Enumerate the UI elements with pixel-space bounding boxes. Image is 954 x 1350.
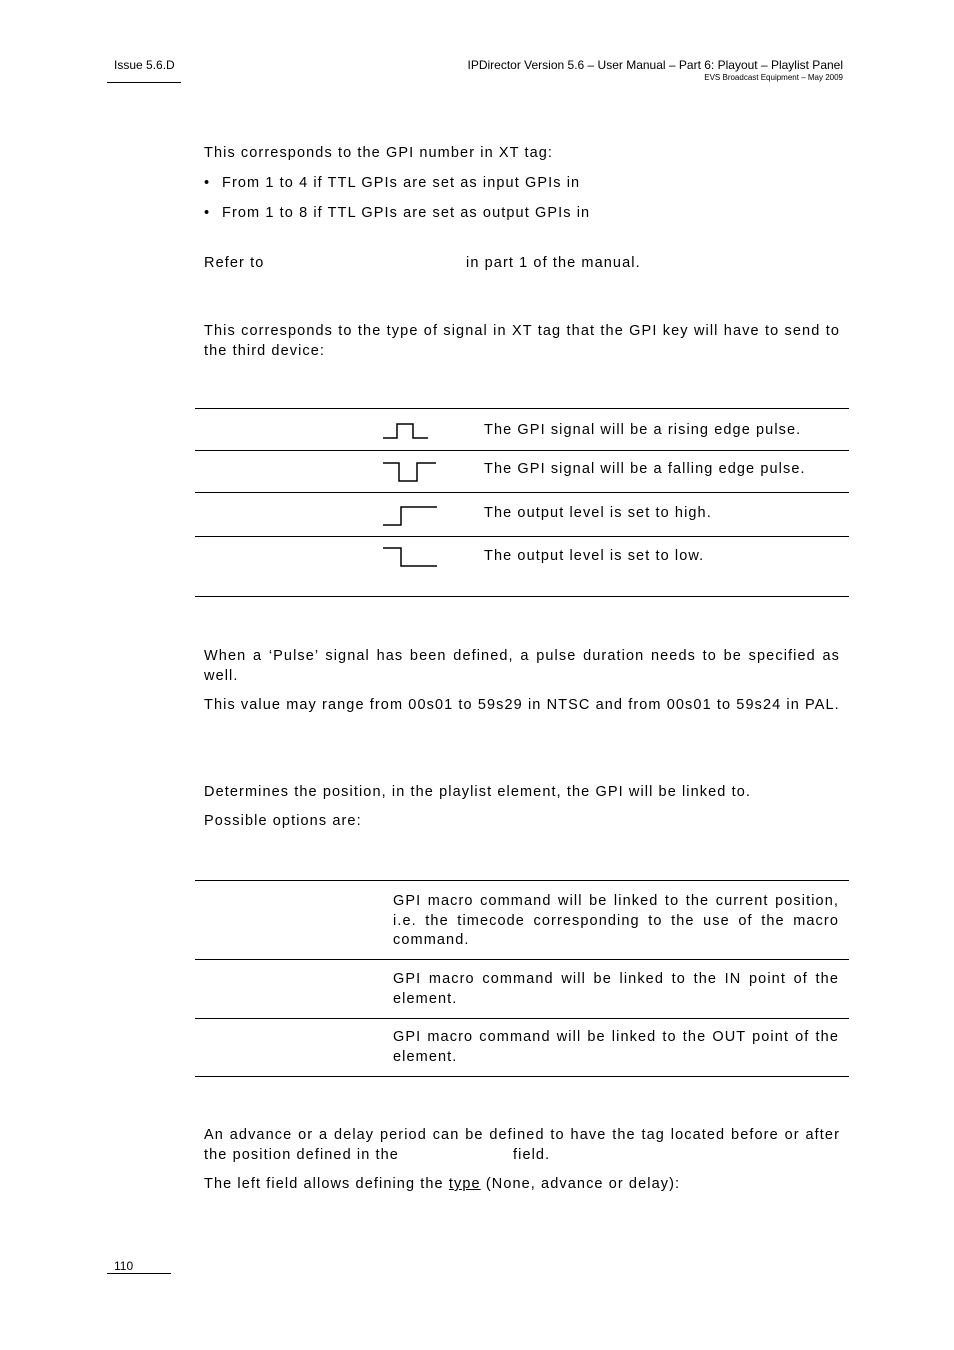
signal-description: The output level is set to high.	[484, 505, 712, 521]
falling-edge-pulse-icon	[383, 461, 438, 483]
gpi-number-intro: This corresponds to the GPI number in XT tag:	[204, 145, 554, 161]
pulse-paragraph-1: When a ‘Pulse’ signal has been defined, a pulse duration needs to be specified as well.	[204, 648, 840, 684]
position-description: GPI macro command will be linked to the OUT point of the element.	[393, 1029, 839, 1065]
refer-prefix: Refer to	[204, 255, 265, 271]
advance-delay-paragraph-1b: field.	[513, 1147, 551, 1163]
table-row-divider	[195, 959, 849, 960]
table-top-rule	[195, 408, 849, 409]
level-low-icon	[383, 546, 438, 568]
table-row-divider	[195, 450, 849, 451]
page-number: 110	[114, 1259, 134, 1273]
type-prefix: The left field allows defining the	[204, 1176, 444, 1192]
document-subtitle: EVS Broadcast Equipment – May 2009	[704, 73, 843, 82]
refer-suffix: in part 1 of the manual.	[466, 255, 641, 271]
signal-description: The GPI signal will be a falling edge pulse.	[484, 461, 806, 477]
level-high-icon	[383, 505, 438, 527]
issue-label: Issue 5.6.D	[114, 58, 175, 72]
type-suffix: (None, advance or delay):	[485, 1176, 681, 1192]
table-top-rule	[195, 880, 849, 881]
signal-description: The output level is set to low.	[484, 548, 705, 564]
position-description: GPI macro command will be linked to the current position, i.e. the timecode corresponding to the use of the macro command.	[393, 893, 839, 948]
position-description: GPI macro command will be linked to the IN point of the element.	[393, 971, 839, 1007]
pulse-paragraph-2: This value may range from 00s01 to 59s29 in NTSC and from 00s01 to 59s24 in PAL.	[204, 697, 840, 713]
table-row-divider	[195, 536, 849, 537]
bullet-icon: •	[204, 175, 211, 191]
table-row-divider	[195, 492, 849, 493]
document-title: IPDirector Version 5.6 – User Manual – Part 6: Playout – Playlist Panel	[467, 58, 843, 72]
advance-delay-paragraph-1a: An advance or a delay period can be defined to have the tag located before or after the position defined in the	[204, 1127, 840, 1163]
header-rule-left	[107, 82, 181, 83]
type-term: type	[448, 1176, 481, 1192]
table-bottom-rule	[195, 596, 849, 597]
advance-delay-paragraph-2	[204, 1175, 840, 1195]
rising-edge-pulse-icon	[383, 422, 429, 440]
list-item-text: From 1 to 8 if TTL GPIs are set as output GPIs in	[222, 205, 591, 221]
position-intro: Determines the position, in the playlist element, the GPI will be linked to.	[204, 784, 752, 800]
footer-rule	[107, 1273, 171, 1274]
list-item	[204, 205, 590, 221]
list-item	[204, 175, 580, 191]
table-bottom-rule	[195, 1076, 849, 1077]
table-row-divider	[195, 1018, 849, 1019]
list-item-text: From 1 to 4 if TTL GPIs are set as input GPIs in	[222, 175, 581, 191]
signal-type-intro: This corresponds to the type of signal in XT tag that the GPI key will have to send to the third device:	[204, 323, 840, 359]
signal-description: The GPI signal will be a rising edge pulse.	[484, 422, 802, 438]
position-options-intro: Possible options are:	[204, 813, 362, 829]
bullet-icon: •	[204, 205, 211, 221]
